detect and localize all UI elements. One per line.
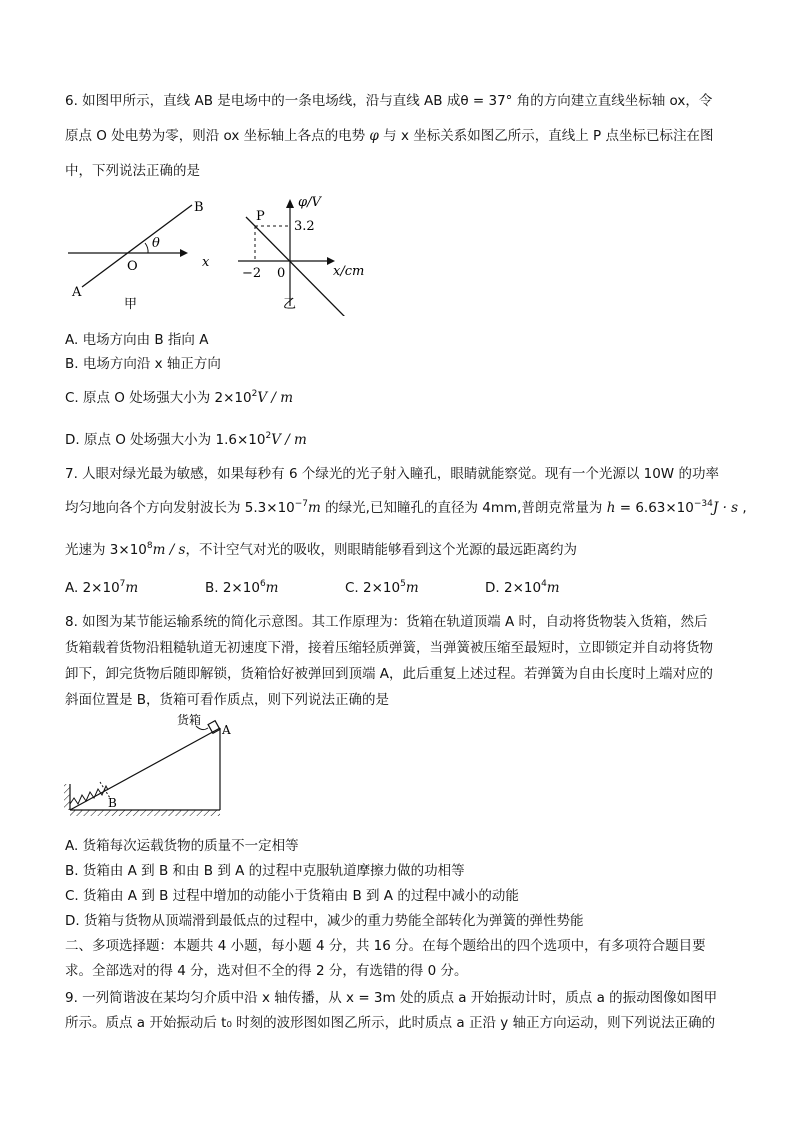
q8-option-b: B. 货箱由 A 到 B 和由 B 到 A 的过程中克服轨道摩擦力做的功相等 [65,863,465,879]
q6-option-a: A. 电场方向由 B 指向 A [65,332,209,348]
q7-option-b: B. $2\times 10^6m$ [205,579,279,596]
q6-option-c: C. 原点 O 处场强大小为 $2\times 10^2V / m$ [65,389,294,406]
q7-option-c: C. $2\times 10^5m$ [345,579,419,596]
question-6-stem [65,84,735,189]
q7-line-2: 均匀地向各个方向发射波长为 $5.3\times 10^{-7}m$ 的绿光,已知瞳孔的直径为 4mm,普朗克常量为 $h = 6.63\times 10^{-34}J \cdot s$ , [65,499,747,516]
axis-phi-arrow [286,199,294,208]
q6-option-b: B. 电场方向沿 x 轴正方向 [65,356,221,372]
section-2-line-1: 二、多项选择题：本题共 4 小题，每小题 4 分，共 16 分。在每个题给出的四个选项中，有多项符合题目要 [65,938,706,954]
label-phi-axis: φ/V [298,195,321,210]
label-3-2: 3.2 [294,219,315,234]
label-o: O [127,259,138,274]
q8-line-1: 8. 如图为某节能运输系统的简化示意图。其工作原理为：货箱在轨道顶端 A 时，自动将货物装入货箱，然后 [65,614,708,630]
label-zero: 0 [277,266,286,281]
figure-yi [228,188,378,316]
figure-jia [60,195,230,315]
wall-hatch [64,784,70,810]
incline-slope [70,728,220,810]
q8-option-c: C. 货箱由 A 到 B 过程中增加的动能小于货箱由 B 到 A 的过程中减小的动能 [65,888,519,904]
figure-incline [60,712,240,824]
q7-option-d: D. $2\times 10^4m$ [485,579,560,596]
spring [70,786,108,804]
q7-line-1: 7. 人眼对绿光最为敏感，如果每秒有 6 个绿光的光子射入瞳孔，眼睛就能察觉。现有一个光源以 10W 的功率 [65,466,719,482]
q8-option-d: D. 货箱与货物从顶端滑到最低点的过程中，减少的重力势能全部转化为弹簧的弹性势能 [65,913,584,929]
q7-option-a: A. $2\times 10^7m$ [65,579,139,596]
label-b: B [194,200,204,215]
label-a: A [222,723,231,737]
axis-x-arrow [180,249,188,257]
label-theta: θ [152,236,160,251]
label-neg2: −2 [242,266,262,281]
q9-line-1: 9. 一列简谐波在某均匀介质中沿 x 轴传播，从 x = 3m 处的质点 a 开始振动计时，质点 a 的振动图像如图甲 [65,990,718,1006]
label-x: x [202,255,210,270]
q7-line-3: 光速为 $3\times 10^8m / s$，不计空气对光的吸收，则眼睛能够看到这个光源的最远距离约为 [65,541,577,558]
label-a: A [72,285,82,300]
label-b: B [108,796,117,810]
section-2-line-2: 求。全部选对的得 4 分，选对但不全的得 2 分，有选错的得 0 分。 [65,963,468,979]
q8-line-4: 斜面位置是 B，货箱可看作质点，则下列说法正确的是 [65,692,390,708]
q6-line-2: 原点 O 处电势为零，则沿 ox 坐标轴上各点的电势 φ 与 x 坐标关系如图乙所示，直线上 P 点坐标已标注在图 [65,128,714,144]
label-p: P [256,209,265,224]
label-x-cm: x/cm [333,264,365,279]
caption-jia: 甲 [124,297,138,312]
angle-arc [145,243,148,253]
ground-hatch [70,810,220,816]
q9-line-2: 所示。质点 a 开始振动后 t₀ 时刻的波形图如图乙所示，此时质点 a 正沿 y 轴正方向运动，则下列说法正确的 [65,1015,716,1031]
q6-line-3: 中，下列说法正确的是 [65,163,200,179]
q6-option-d: D. 原点 O 处场强大小为 $1.6\times 10^2V / m$ [65,431,307,448]
field-line-ab [82,205,192,287]
caption-yi: 乙 [283,297,297,312]
q8-option-a: A. 货箱每次运载货物的质量不一定相等 [65,838,299,854]
q6-line-1: 6. 如图甲所示，直线 AB 是电场中的一条电场线，沿与直线 AB 成θ = 37° 角的方向建立直线坐标轴 ox，令 [65,93,713,109]
q8-line-3: 卸下，卸完货物后随即解锁，货箱恰好被弹回到顶端 A，此后重复上述过程。若弹簧为自由长度时上端对应的 [65,666,714,682]
label-box: 货箱 [177,713,202,727]
q8-line-2: 货箱载着货物沿粗糙轨道无初速度下滑，接着压缩轻质弹簧，当弹簧被压缩至最短时，立即锁定并自动将货物 [65,640,713,656]
